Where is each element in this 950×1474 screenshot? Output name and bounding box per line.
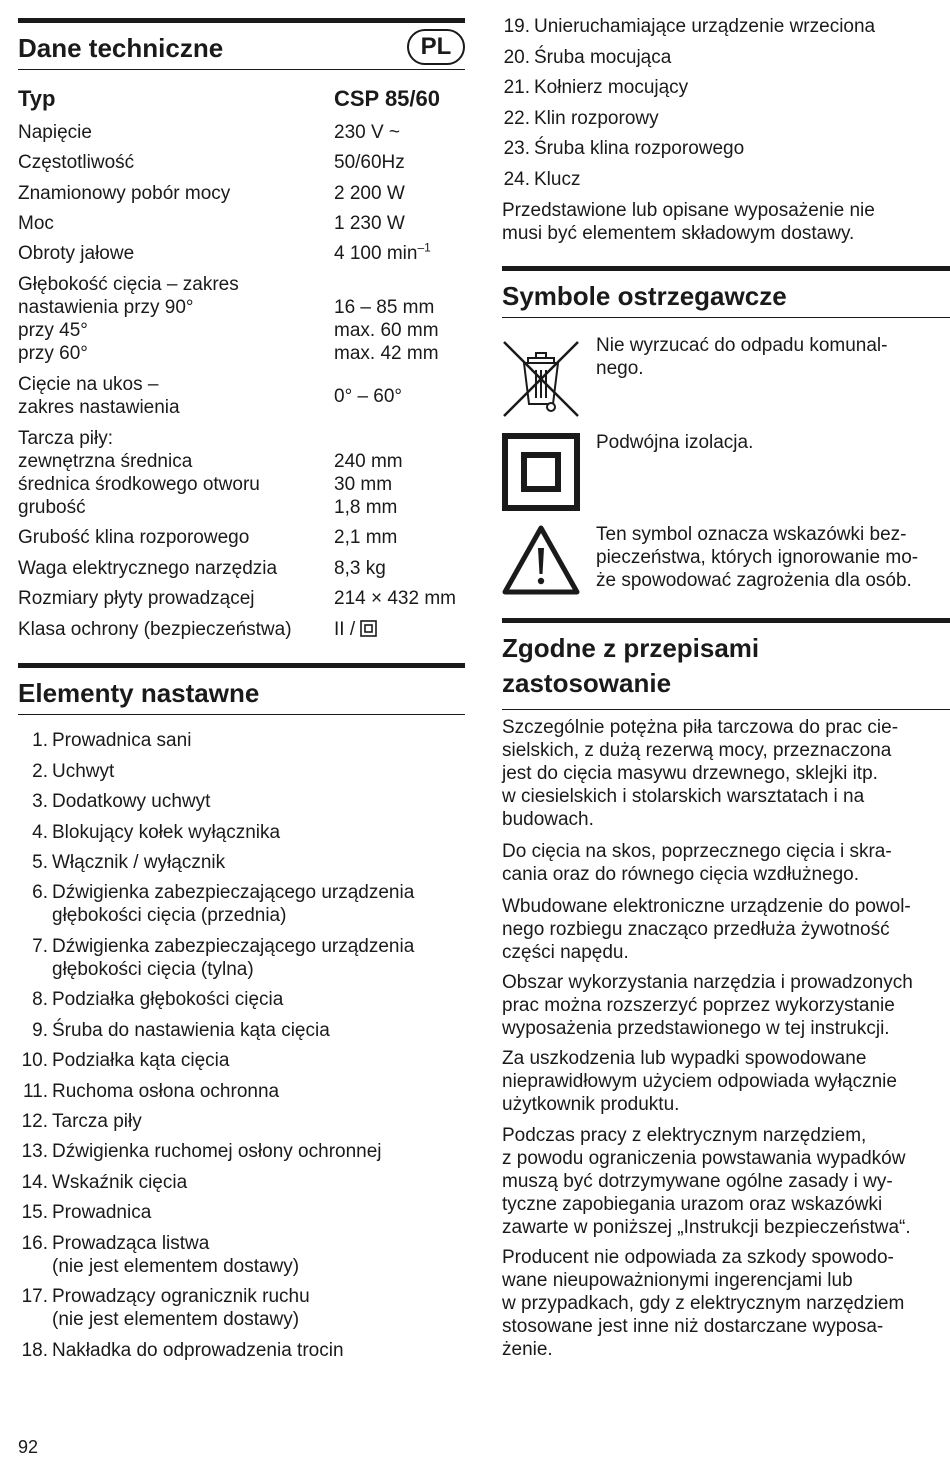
usage-paragraph-line: nego rozbiegu znacząco przedłuża żywotność — [502, 919, 890, 940]
list-item-number: 6. — [32, 882, 48, 903]
list-item-number: 17. — [21, 1286, 48, 1307]
list-item-text — [52, 1201, 151, 1224]
list-item-text — [52, 1019, 330, 1042]
usage-paragraph — [502, 840, 892, 886]
tech-label-line: Rozmiary płyty prowadzącej — [18, 588, 255, 609]
symbol-text-line: Podwójna izolacja. — [596, 432, 754, 453]
usage-paragraph-line: w przypadkach, gdy z elektrycznym narzędziem — [502, 1293, 905, 1314]
tech-label-line: Częstotliwość — [18, 152, 135, 173]
symbol-text-line: Nie wyrzucać do odpadu komunal- — [596, 335, 888, 356]
list-item-text — [52, 1080, 279, 1103]
tech-row-value — [334, 587, 456, 610]
list-item-line: (nie jest elementem dostawy) — [52, 1256, 300, 1277]
usage-paragraph — [502, 716, 898, 831]
usage-paragraph-line: Za uszkodzenia lub wypadki spowodowane — [502, 1048, 867, 1069]
elements-note-line: Przedstawione lub opisane wyposażenie nie — [502, 200, 875, 221]
tech-value-line: 50/60Hz — [334, 152, 405, 173]
usage-paragraph-line: tyczne zapobiegania urazom oraz wskazówki — [502, 1194, 883, 1215]
tech-row-value — [334, 427, 403, 519]
list-item-number: 2. — [32, 761, 48, 782]
tech-label-line: przy 60° — [18, 343, 88, 364]
usage-paragraph — [502, 1047, 897, 1116]
usage-paragraph-line: z powodu ograniczenia powstawania wypadków — [502, 1148, 906, 1169]
usage-paragraph-line: Producent nie odpowiada za szkody spowodo- — [502, 1247, 894, 1268]
list-item-text — [52, 935, 414, 981]
list-item-text — [52, 851, 225, 874]
tech-value-line: 1,8 mm — [334, 497, 398, 518]
list-item-line: Śruba mocująca — [534, 47, 672, 68]
tech-value-line: 8,3 kg — [334, 558, 386, 579]
usage-paragraph-line: budowach. — [502, 809, 594, 830]
tech-label-line: Cięcie na ukos – — [18, 374, 159, 395]
list-item-number: 24. — [503, 169, 530, 190]
list-item-text — [52, 1232, 299, 1278]
list-item-text — [534, 107, 659, 130]
list-item-line: Klin rozporowy — [534, 108, 659, 129]
usage-paragraph-line: Do cięcia na skos, poprzecznego cięcia i skra- — [502, 841, 892, 862]
tech-row-label — [18, 212, 54, 235]
list-item-number: 18. — [21, 1340, 48, 1361]
usage-paragraph-line: wyposażenia przedstawionego w tej instrukcji. — [502, 1018, 890, 1039]
tech-row-value — [334, 557, 386, 580]
symbol-text-line: nego. — [596, 358, 644, 379]
tech-value-line: 2 200 W — [334, 183, 405, 204]
list-item-number: 7. — [32, 936, 48, 957]
usage-paragraph-line: zawarte w poniższej „Instrukcji bezpieczeństwa“. — [502, 1217, 911, 1238]
tech-label-line: zewnętrzna średnica — [18, 451, 193, 472]
tech-label-line: średnica środkowego otworu — [18, 474, 260, 495]
list-item-line: Dźwigienka zabezpieczającego urządzenia — [52, 882, 415, 903]
usage-title-line-2: zastosowanie — [502, 668, 672, 698]
symbol-text-line: że spowodować zagrożenia dla osób. — [596, 570, 912, 591]
tech-label-line: Tarcza piły: — [18, 428, 114, 449]
type-label: Typ — [18, 86, 56, 111]
list-item-line: Dźwigienka zabezpieczającego urządzenia — [52, 936, 415, 957]
double-insulation-icon — [502, 433, 580, 511]
list-item-text — [52, 1285, 310, 1331]
tech-value-line: 30 mm — [334, 474, 393, 495]
symbol-text-waste — [596, 334, 888, 380]
tech-row-label — [18, 427, 260, 519]
tech-row-label — [18, 273, 239, 365]
tech-row-label — [18, 587, 255, 610]
list-item-text — [52, 1110, 142, 1133]
tech-label-line: Znamionowy pobór mocy — [18, 183, 231, 204]
usage-paragraph — [502, 971, 913, 1040]
list-item-number: 15. — [21, 1202, 48, 1223]
list-item-line: Ruchoma osłona ochronna — [52, 1081, 280, 1102]
list-item-line: Prowadzący ogranicznik ruchu — [52, 1286, 310, 1307]
usage-paragraph-line: Wbudowane elektroniczne urządzenie do powol- — [502, 896, 911, 917]
tech-value-line: II / — [334, 618, 377, 641]
list-item-text — [52, 790, 210, 813]
list-item-text — [534, 46, 671, 69]
usage-paragraph-line: Szczególnie potężna piła tarczowa do prac cie- — [502, 717, 899, 738]
list-item-text — [52, 729, 191, 752]
tech-value-line: max. 42 mm — [334, 343, 439, 364]
tech-label-line: Moc — [18, 213, 54, 234]
symbols-section-header — [502, 266, 950, 318]
crossed-bin-icon — [502, 340, 580, 418]
tech-label-line: zakres nastawienia — [18, 397, 180, 418]
elements-title: Elementy nastawne — [18, 678, 260, 708]
tech-row-label — [18, 373, 180, 419]
usage-paragraph-line: cania oraz do równego cięcia wzdłużnego. — [502, 864, 859, 885]
list-item-text — [52, 1171, 187, 1194]
list-item-line: głębokości cięcia (tylna) — [52, 959, 254, 980]
list-item-text — [534, 76, 688, 99]
list-item-line: Nakładka do odprowadzenia trocin — [52, 1340, 344, 1361]
list-item-number: 11. — [22, 1081, 48, 1102]
list-item-line: Uchwyt — [52, 761, 115, 782]
list-item-line: Włącznik / wyłącznik — [52, 852, 226, 873]
list-item-line: Dźwigienka ruchomej osłony ochronnej — [52, 1141, 382, 1162]
list-item-line: Dodatkowy uchwyt — [52, 791, 211, 812]
list-item-text — [52, 881, 414, 927]
usage-paragraph — [502, 1246, 904, 1361]
list-item-text — [52, 821, 280, 844]
list-item-line: Blokujący kołek wyłącznika — [52, 822, 281, 843]
tech-row-value — [334, 242, 431, 265]
list-item-number: 13. — [21, 1141, 48, 1162]
tech-label-line: grubość — [18, 497, 86, 518]
tech-label-line: Waga elektrycznego narzędzia — [18, 558, 278, 579]
list-item-line: Prowadząca listwa — [52, 1233, 210, 1254]
tech-label-line: Klasa ochrony (bezpieczeństwa) — [18, 619, 292, 640]
usage-paragraph-line: Obszar wykorzystania narzędzia i prowadzonych — [502, 972, 913, 993]
list-item-line: Kołnierz mocujący — [534, 77, 689, 98]
tech-row-value — [334, 618, 377, 641]
list-item-text — [534, 137, 744, 160]
tech-value-line — [334, 427, 403, 450]
list-item-number: 12. — [21, 1111, 48, 1132]
tech-row-label — [18, 121, 92, 144]
elements-note-line: musi być elementem składowym dostawy. — [502, 223, 855, 244]
page-number: 92 — [18, 1437, 39, 1457]
list-item-line: Podziałka głębokości cięcia — [52, 989, 284, 1010]
tech-row-value — [334, 182, 405, 205]
tech-value-line: 4 100 $\min^{-1}$ — [334, 240, 431, 264]
usage-paragraph-line: użytkownik produktu. — [502, 1094, 680, 1115]
usage-paragraph-line: Podczas pracy z elektrycznym narzędziem, — [502, 1125, 867, 1146]
usage-paragraph-line: sielskich, z dużą rezerwą mocy, przeznaczona — [502, 740, 892, 761]
usage-paragraph-line: nieprawidłowym użyciem odpowiada wyłącznie — [502, 1071, 897, 1092]
symbols-title: Symbole ostrzegawcze — [502, 281, 787, 311]
usage-title-line-1: Zgodne z przepisami — [502, 633, 760, 663]
language-badge: PL — [407, 29, 465, 65]
tech-row-label — [18, 151, 134, 174]
list-item-number: 14. — [21, 1172, 48, 1193]
usage-title — [502, 631, 759, 701]
usage-paragraph — [502, 1124, 911, 1239]
warning-triangle-icon — [502, 524, 580, 596]
tech-label-line: przy 45° — [18, 320, 88, 341]
list-item-number: 1. — [32, 730, 48, 751]
list-item-number: 20. — [503, 47, 530, 68]
tech-value-line: 214 × 432 mm — [334, 588, 456, 609]
usage-paragraph-line: jest do cięcia masywu drzewnego, sklejki itp. — [502, 763, 878, 784]
tech-value-line — [334, 273, 439, 296]
tech-label-line: nastawienia przy 90° — [18, 297, 194, 318]
list-item-line: Prowadnica — [52, 1202, 152, 1223]
list-item-text — [52, 1339, 344, 1362]
usage-paragraph-line: stosowane jest inne niż dostarczane wyposa- — [502, 1316, 884, 1337]
tech-row-label — [18, 618, 292, 641]
usage-paragraph-line: części napędu. — [502, 942, 629, 963]
list-item-text — [534, 15, 875, 38]
list-item-text — [534, 168, 580, 191]
tech-row-label — [18, 182, 230, 205]
tech-row-label — [18, 557, 277, 580]
list-item-number: 10. — [21, 1050, 48, 1071]
tech-value-line: 16 – 85 mm — [334, 297, 435, 318]
list-item-line: Unieruchamiające urządzenie wrzeciona — [534, 16, 876, 37]
list-item-line: Prowadnica sani — [52, 730, 192, 751]
list-item-text — [52, 988, 283, 1011]
list-item-number: 4. — [32, 822, 48, 843]
tech-row-value — [334, 273, 439, 365]
list-item-number: 19. — [503, 16, 530, 37]
list-item-number: 22. — [503, 108, 530, 129]
list-item-text — [52, 1140, 382, 1163]
symbol-text-line: Ten symbol oznacza wskazówki bez- — [596, 524, 907, 545]
double-insulation-small-icon — [360, 620, 377, 643]
list-item-text — [52, 1049, 229, 1072]
tech-value-line: max. 60 mm — [334, 320, 439, 341]
list-item-number: 16. — [21, 1233, 48, 1254]
symbol-text-line: pieczeństwa, których ignorowanie mo- — [596, 547, 919, 568]
list-item-line: (nie jest elementem dostawy) — [52, 1309, 300, 1330]
tech-value-line: 1 230 W — [334, 213, 405, 234]
usage-paragraph-line: prac można rozszerzyć poprzez wykorzystanie — [502, 995, 895, 1016]
list-item-line: głębokości cięcia (przednia) — [52, 905, 287, 926]
usage-paragraph — [502, 895, 911, 964]
tech-row-label — [18, 242, 134, 265]
tech-row-label — [18, 526, 249, 549]
symbol-text-insulation — [596, 431, 753, 454]
tech-title: Dane techniczne — [18, 33, 224, 63]
tech-value-superscript: –1 — [417, 240, 431, 255]
usage-paragraph-line: muszą być dotrzymywane ogólne zasady i wy- — [502, 1171, 893, 1192]
usage-section-header — [502, 618, 950, 710]
tech-label-line: Obroty jałowe — [18, 243, 135, 264]
tech-row-value — [334, 151, 405, 174]
symbol-text-warning — [596, 523, 918, 592]
tech-row-value — [334, 385, 402, 408]
list-item-line: Wskaźnik cięcia — [52, 1172, 188, 1193]
list-item-line: Klucz — [534, 169, 581, 190]
list-item-number: 8. — [32, 989, 48, 1010]
list-item-line: Tarcza piły — [52, 1111, 142, 1132]
usage-paragraph-line: wane nieupoważnionymi ingerencjami lub — [502, 1270, 853, 1291]
usage-paragraph-line: w ciesielskich i stolarskich warsztatach i na — [502, 786, 865, 807]
list-item-number: 21. — [503, 77, 530, 98]
usage-paragraph-line: żenie. — [502, 1339, 553, 1360]
list-item-line: Śruba klina rozporowego — [534, 138, 745, 159]
tech-label-line: Grubość klina rozporowego — [18, 527, 250, 548]
list-item-number: 9. — [32, 1020, 48, 1041]
tech-row-value — [334, 212, 405, 235]
list-item-line: Podziałka kąta cięcia — [52, 1050, 230, 1071]
tech-value-line: 230 V ~ — [334, 122, 401, 143]
tech-value-line: 240 mm — [334, 451, 403, 472]
tech-row-value — [334, 121, 400, 144]
elements-section-header — [18, 663, 465, 715]
list-item-number: 5. — [32, 852, 48, 873]
tech-section-header — [18, 18, 465, 70]
list-item-number: 3. — [32, 791, 48, 812]
type-value: CSP 85/60 — [334, 86, 441, 111]
tech-value-line: 2,1 mm — [334, 527, 398, 548]
tech-row-value — [334, 526, 397, 549]
tech-label-line: Głębokość cięcia – zakres — [18, 274, 239, 295]
elements-note — [502, 199, 875, 245]
list-item-line: Śruba do nastawienia kąta cięcia — [52, 1020, 330, 1041]
list-item-number: 23. — [503, 138, 530, 159]
list-item-text — [52, 760, 114, 783]
tech-label-line: Napięcie — [18, 122, 92, 143]
tech-value-line: 0° – 60° — [334, 385, 403, 407]
